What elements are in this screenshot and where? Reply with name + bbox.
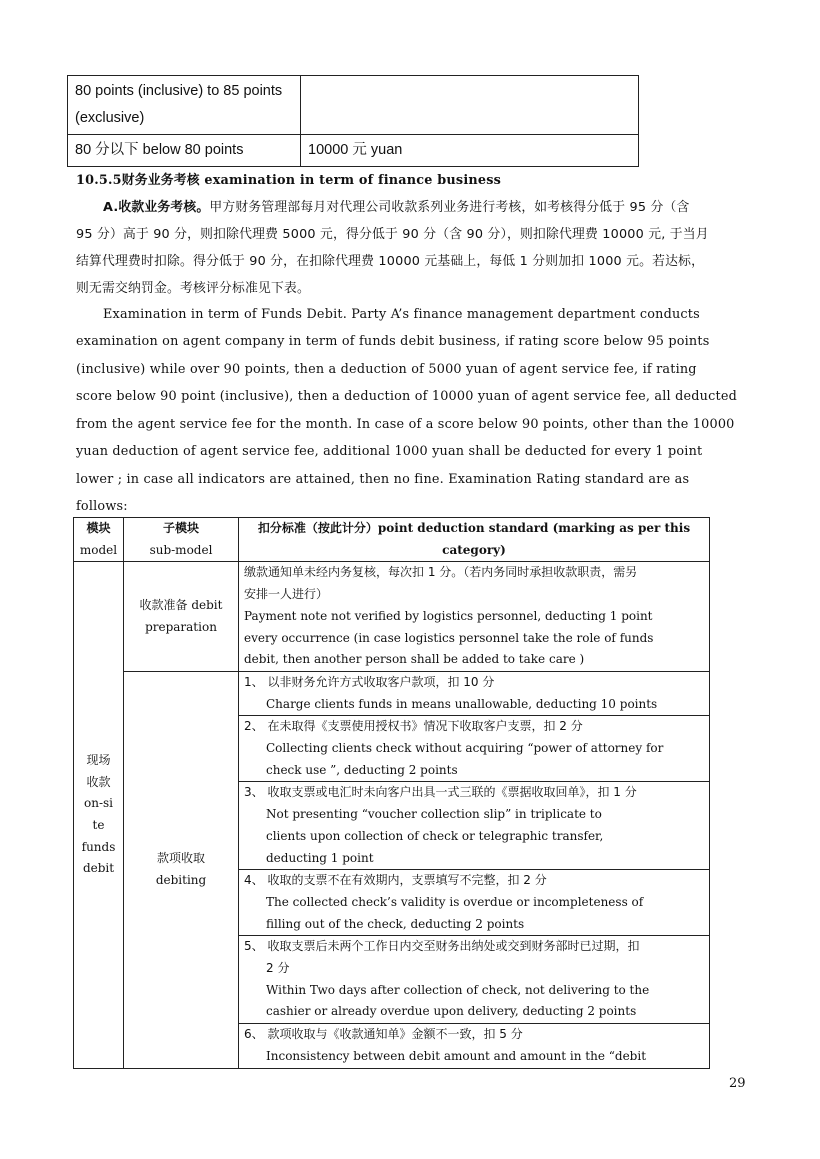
item-en: cashier or already overdue upon delivery, deducting 2 points xyxy=(266,1004,637,1019)
submodel-cell xyxy=(124,671,239,1068)
rating-table xyxy=(73,517,710,1069)
module-zh: 现场 xyxy=(86,752,111,767)
standard-cell xyxy=(239,562,710,672)
item-zh: 6、 款项收取与《收款通知单》金额不一致，扣 5 分 xyxy=(244,1027,523,1042)
module-en: on-si xyxy=(83,796,113,811)
item-en: Charge clients funds in means unallowable, deducting 10 points xyxy=(266,696,658,711)
module-zh: 收款 xyxy=(86,774,111,789)
standard-item xyxy=(239,671,710,715)
table-row xyxy=(74,671,710,715)
item-en: Inconsistency between debit amount and amount in the “debit xyxy=(266,1048,647,1063)
table-cell: 10000 元 yuan xyxy=(301,135,639,167)
standard-en: debit, then another person shall be added to take care ) xyxy=(244,652,585,667)
table-row xyxy=(68,76,639,135)
zh-lead: A.收款业务考核。 xyxy=(103,200,210,215)
table-header-row xyxy=(74,518,710,562)
en-paragraph-line: yuan deduction of agent service fee, additional 1000 yuan shall be deducted for every 1 point xyxy=(76,444,703,459)
en-paragraph-line: from the agent service fee for the month. In case of a score below 90 points, other than the 10000 xyxy=(76,417,735,432)
section-heading xyxy=(76,169,501,188)
header-cell-model xyxy=(74,518,124,562)
top-table xyxy=(67,75,639,167)
en-paragraph-line: score below 90 point (inclusive), then a deduction of 10000 yuan of agent service fee, all deducted xyxy=(76,389,737,404)
submodel-zh: 收款准备 debit xyxy=(139,597,223,612)
cell-line: (exclusive) xyxy=(75,110,145,126)
heading-number: 10.5.5 xyxy=(76,173,122,188)
standard-zh: 安排一人进行） xyxy=(244,587,329,602)
header-cell-standard xyxy=(239,518,710,562)
submodel-en: debiting xyxy=(155,872,207,887)
module-en: debit xyxy=(82,861,115,876)
item-zh: 2 分 xyxy=(266,961,290,976)
submodel-cell xyxy=(124,562,239,672)
page-number: 29 xyxy=(729,1076,746,1091)
standard-item xyxy=(239,782,710,870)
header-en: model xyxy=(79,542,118,557)
standard-en: Payment note not verified by logistics personnel, deducting 1 point xyxy=(244,608,653,623)
module-en: te xyxy=(92,817,105,832)
item-en: check use ”, deducting 2 points xyxy=(266,762,458,777)
standard-item xyxy=(239,1024,710,1068)
en-paragraph-line: Examination in term of Funds Debit. Party A’s finance management department conducts xyxy=(103,307,700,322)
item-en: filling out of the check, deducting 2 points xyxy=(266,916,525,931)
header-en: sub-model xyxy=(149,542,213,557)
header-zh: 子模块 xyxy=(162,521,199,535)
en-paragraph-line: lower ; in case all indicators are attained, then no fine. Examination Rating standard are as xyxy=(76,472,690,487)
zh-paragraph-line: 结算代理费时扣除。得分低于 90 分，在扣除代理费 10000 元基础上，每低 1 分则加扣 1000 元。若达标， xyxy=(76,254,705,269)
submodel-zh: 款项收取 xyxy=(156,851,205,866)
standard-en: every occurrence (in case logistics personnel take the role of funds xyxy=(244,630,654,645)
table-cell xyxy=(301,76,639,135)
cell-line: 80 points (inclusive) to 85 points xyxy=(75,83,283,99)
module-en: funds xyxy=(81,839,116,854)
en-paragraph-line: follows: xyxy=(76,499,128,514)
standard-item xyxy=(239,936,710,1024)
header-line: 扣分标准（按此计分）point deduction standard (marking as per this xyxy=(257,521,691,535)
header-cell-submodel xyxy=(124,518,239,562)
heading-zh: 财务业务考核 xyxy=(121,173,200,188)
en-paragraph-line: (inclusive) while over 90 points, then a deduction of 5000 yuan of agent service fee, if rating xyxy=(76,362,697,377)
table-row xyxy=(74,562,710,672)
item-en: Within Two days after collection of check, not delivering to the xyxy=(266,982,650,997)
table-cell: 80 分以下 below 80 points xyxy=(68,135,301,167)
item-zh: 2、 在未取得《支票使用授权书》情况下收取客户支票，扣 2 分 xyxy=(244,719,583,734)
item-zh: 1、 以非财务允许方式收取客户款项，扣 10 分 xyxy=(244,674,495,689)
item-zh: 5、 收取支票后未两个工作日内交至财务出纳处或交到财务部时已过期，扣 xyxy=(244,939,640,954)
item-zh: 4、 收取的支票不在有效期内，支票填写不完整，扣 2 分 xyxy=(244,873,547,888)
zh-text: 甲方财务管理部每月对代理公司收款系列业务进行考核，如考核得分低于 95 分（含 xyxy=(209,200,690,215)
table-cell xyxy=(68,76,301,135)
item-en: Collecting clients check without acquiring “power of attorney for xyxy=(266,741,664,756)
header-line: category) xyxy=(442,542,506,557)
zh-paragraph-line: 95 分）高于 90 分，则扣除代理费 5000 元，得分低于 90 分（含 90 分），则扣除代理费 10000 元, 于当月 xyxy=(76,227,709,242)
heading-en: examination in term of finance business xyxy=(204,173,502,188)
submodel-en: preparation xyxy=(145,619,217,634)
item-zh: 3、 收取支票或电汇时未向客户出具一式三联的《票据收取回单》，扣 1 分 xyxy=(244,785,637,800)
zh-paragraph-line xyxy=(103,196,741,215)
item-en: The collected check’s validity is overdue or incompleteness of xyxy=(266,894,644,909)
standard-item xyxy=(239,716,710,782)
header-zh: 模块 xyxy=(86,521,111,535)
en-paragraph-line: examination on agent company in term of funds debit business, if rating score below 95 points xyxy=(76,334,710,349)
item-en: clients upon collection of check or telegraphic transfer, xyxy=(266,828,604,843)
item-en: deducting 1 point xyxy=(266,850,374,865)
table-row xyxy=(68,135,639,167)
zh-paragraph-line: 则无需交纳罚金。考核评分标准见下表。 xyxy=(76,281,310,296)
item-en: Not presenting “voucher collection slip” in triplicate to xyxy=(266,807,602,822)
standard-zh: 缴款通知单未经内务复核，每次扣 1 分。（若内务同时承担收款职责，需另 xyxy=(244,565,638,580)
standard-item xyxy=(239,870,710,936)
module-cell xyxy=(74,562,124,1068)
